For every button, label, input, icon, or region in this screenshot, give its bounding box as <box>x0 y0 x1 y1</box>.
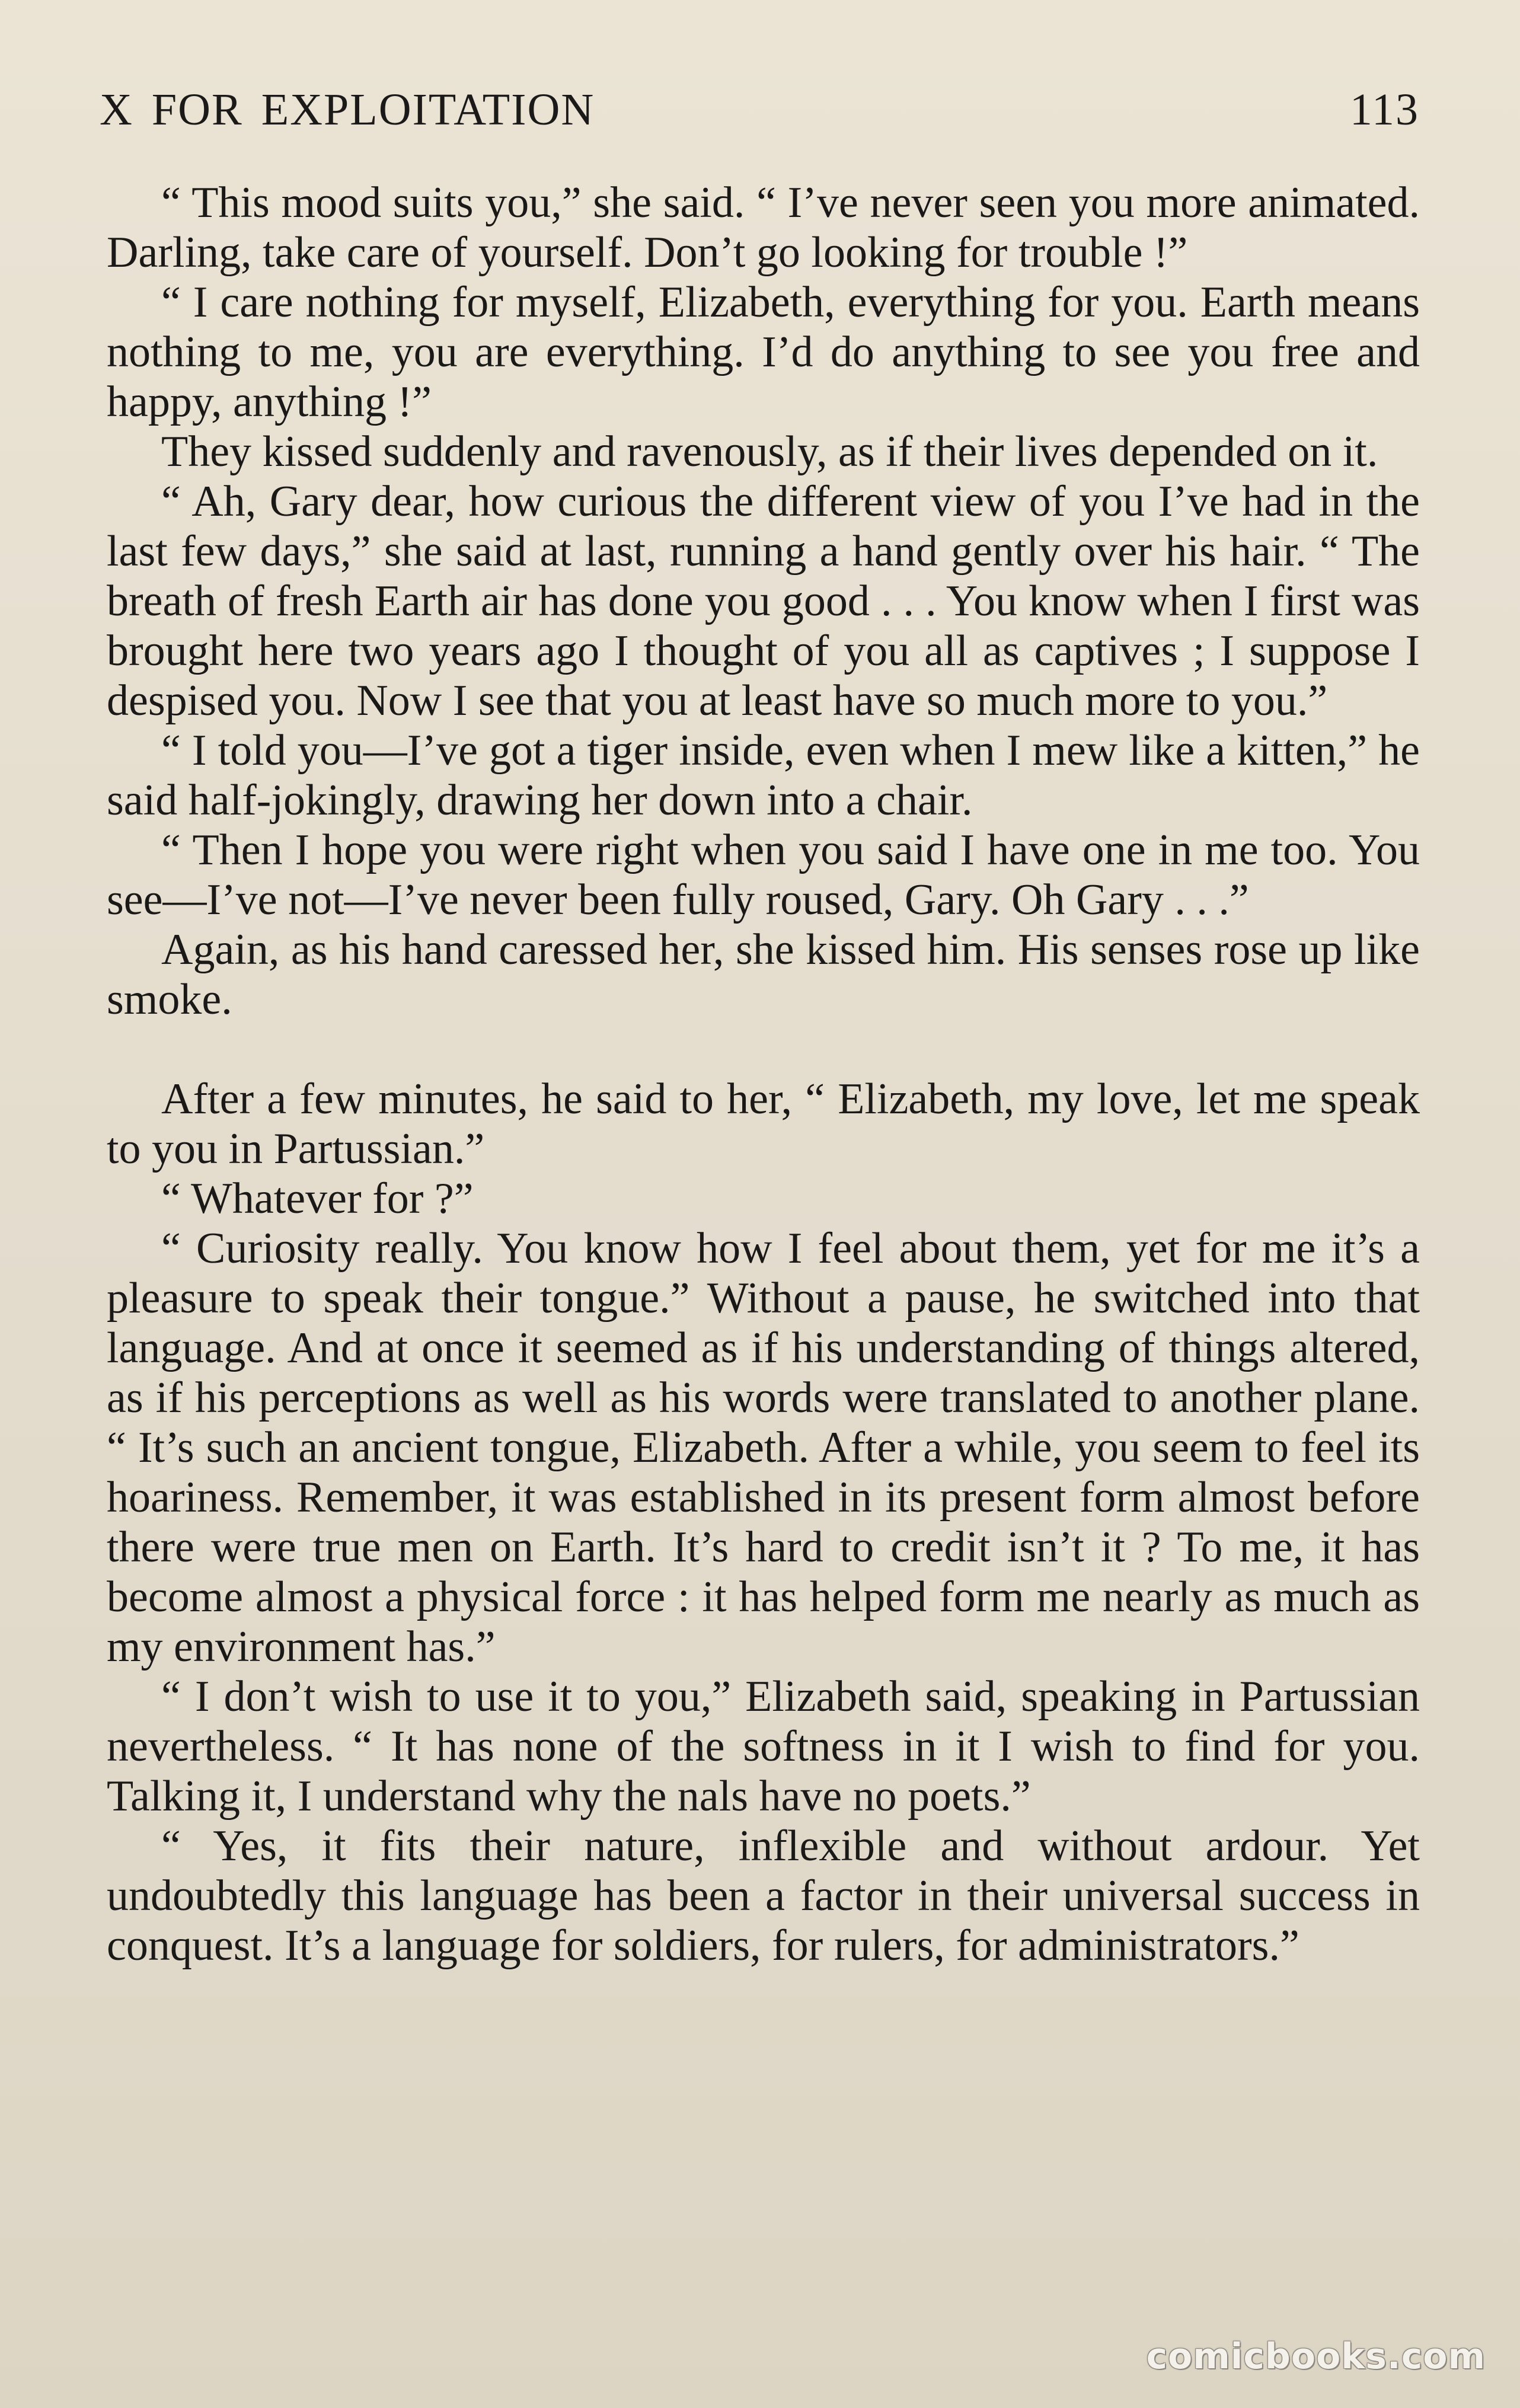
running-head <box>100 74 1419 145</box>
paragraph: “ Curiosity really. You know how I feel about them, yet for me it’s a pleasure to speak their tongue.” Without a pause, he switched into that language. And at once it seemed as if his understanding of things altered, as if his perceptions as well as his words were translated to another plane. “ It’s such an ancient tongue, Elizabeth. After a while, you seem to feel its hoariness. Remember, it was established in its present form almost before there were true men on Earth. It’s hard to credit isn’t it ? To me, it has become almost a physical force : it has helped form me nearly as much as my environment has.” <box>107 1224 1420 1671</box>
paragraph: Again, as his hand caressed her, she kissed him. His senses rose up like smoke. <box>107 925 1420 1024</box>
paragraph: “ I care nothing for myself, Elizabeth, everything for you. Earth means nothing to me, you are everything. I’d do anything to see you free and happy, anything !” <box>107 278 1420 426</box>
paragraph: “ Whatever for ?” <box>161 1174 474 1223</box>
paragraph: “ This mood suits you,” she said. “ I’ve never seen you more animated. Darling, take care of yourself. Don’t go looking for trouble !” <box>107 178 1420 277</box>
book-title: X FOR EXPLOITATION <box>100 84 595 135</box>
paragraph: They kissed suddenly and ravenously, as if their lives depended on it. <box>161 427 1378 476</box>
section-break <box>107 1024 1420 1074</box>
paragraph: “ I told you—I’ve got a tiger inside, even when I mew like a kitten,” he said half-jokingly, drawing her down into a chair. <box>107 726 1420 825</box>
paragraph: “ Ah, Gary dear, how curious the different view of you I’ve had in the last few days,” she said at last, running a hand gently over his hair. “ The breath of fresh Earth air has done you good . . . You know when I first was brought here two years ago I thought of you all as captives ; I suppose I despised you. Now I see that you at least have so much more to you.” <box>107 477 1420 725</box>
paragraph: After a few minutes, he said to her, “ Elizabeth, my love, let me speak to you in Partussian.” <box>107 1075 1420 1173</box>
paragraph: “ Yes, it fits their nature, inflexible and without ardour. Yet undoubtedly this language has been a factor in their universal success in conquest. It’s a language for soldiers, for rulers, for administrators.” <box>107 1822 1420 1970</box>
page-number: 113 <box>1349 84 1419 135</box>
watermark: comicbooks.com <box>1146 2336 1486 2377</box>
paragraph: “ Then I hope you were right when you said I have one in me too. You see—I’ve not—I’ve never been fully roused, Gary. Oh Gary . . .” <box>107 826 1420 924</box>
body-text <box>107 178 1420 1971</box>
paragraph: “ I don’t wish to use it to you,” Elizabeth said, speaking in Partussian nevertheless. “ It has none of the softness in it I wish to find for you. Talking it, I understand why the nals have no poets.” <box>107 1672 1420 1821</box>
